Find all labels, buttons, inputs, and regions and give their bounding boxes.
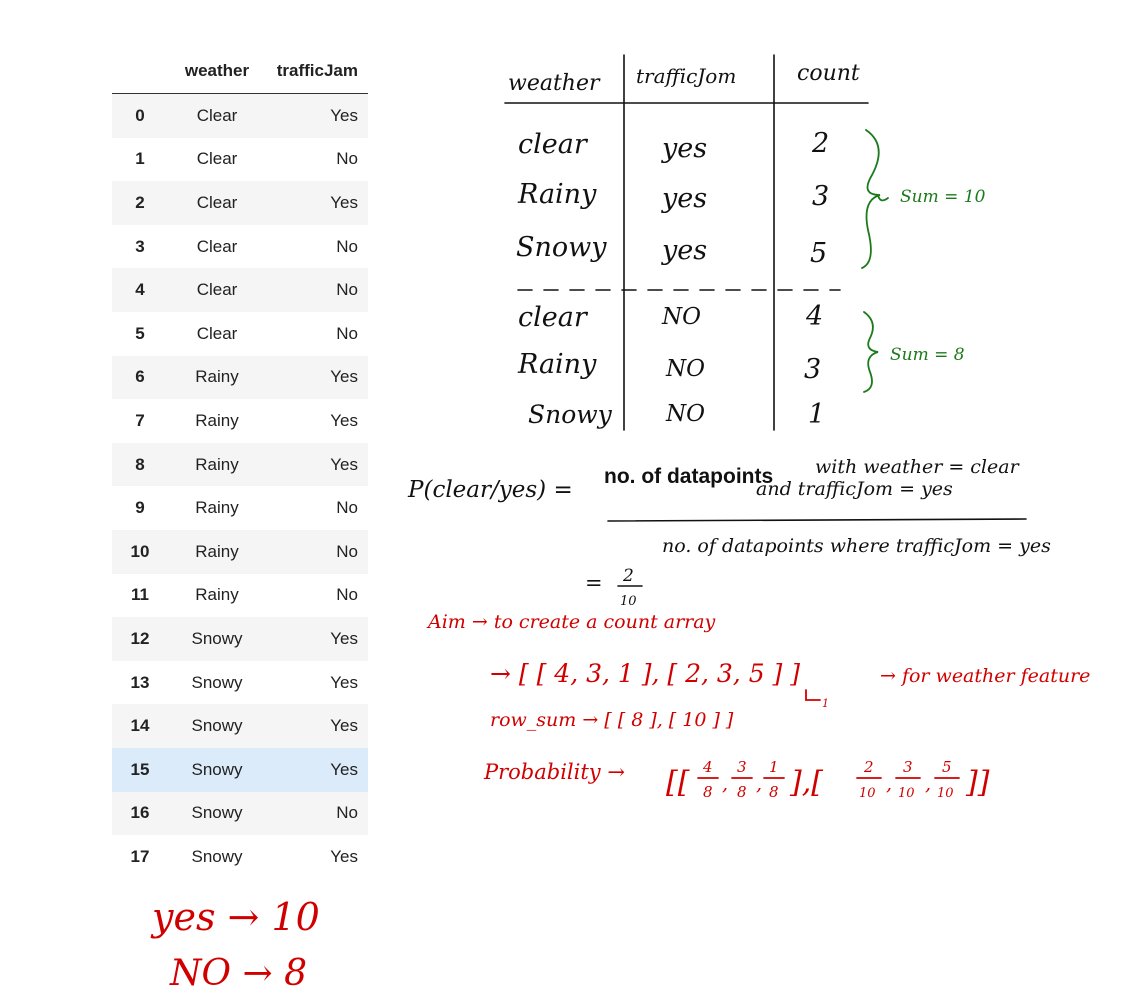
count-cell: 3 — [804, 354, 822, 385]
formula-lhs: P(clear/yes) = — [408, 477, 573, 503]
row-index: 4 — [135, 280, 145, 300]
prob-yes-num: 2 — [864, 758, 874, 776]
bracket: [[ — [666, 765, 690, 800]
prob-no-num: 4 — [703, 758, 713, 776]
count-cell: 4 — [806, 301, 824, 332]
count-header-count: count — [797, 61, 860, 86]
row-index: 10 — [130, 541, 150, 561]
prob-yes-num: 3 — [903, 758, 913, 776]
trafficjam-cell: No — [336, 803, 358, 823]
row-index: 6 — [135, 367, 145, 387]
row-index: 9 — [135, 498, 145, 518]
weather-cell: Snowy — [191, 672, 243, 692]
prob-no-num: 1 — [769, 758, 779, 776]
trafficjam-cell: Yes — [330, 846, 358, 866]
trafficjam-cell: Yes — [330, 367, 358, 387]
weather-cell: Snowy — [191, 803, 243, 823]
weather-cell: Rainy — [195, 454, 239, 474]
weather-cell: Rainy — [195, 541, 239, 561]
count-array: → [ [ 4, 3, 1 ], [ 2, 3, 5 ] ] — [490, 659, 800, 688]
count-cell: clear — [518, 129, 587, 160]
fraction-bar — [608, 519, 1026, 521]
row-index: 17 — [130, 846, 150, 866]
count-no-rows — [517, 301, 825, 430]
no-sum-label: Sum = 8 — [890, 345, 965, 365]
count-yes-rows — [516, 128, 829, 269]
trafficjam-cell: Yes — [330, 192, 358, 212]
weather-cell: Clear — [196, 236, 238, 256]
row-sum: row_sum → [ [ 8 ], [ 10 ] ] — [490, 709, 734, 731]
formula-numerator-line2: and trafficJom = yes — [756, 478, 953, 500]
probability-label: Probability → — [484, 760, 625, 784]
prob-no-den: 8 — [703, 783, 713, 801]
result-numerator: 2 — [623, 566, 634, 586]
trafficjam-cell: No — [336, 323, 358, 343]
trafficjam-cell: No — [336, 585, 358, 605]
trafficjam-cell: No — [336, 541, 358, 561]
weather-cell: Snowy — [191, 759, 243, 779]
probability-formula — [407, 456, 1051, 609]
weather-cell: Clear — [196, 280, 238, 300]
total-no: NO → 8 — [170, 953, 307, 994]
count-header-weather: weather — [508, 71, 600, 96]
formula-numerator-rest: with weather = clear — [815, 456, 1019, 478]
count-cell: 1 — [808, 399, 826, 430]
weather-header: weather — [184, 60, 250, 80]
trafficjam-cell: Yes — [330, 628, 358, 648]
count-array-note: → for weather feature — [880, 665, 1091, 687]
prob-no-den: 8 — [737, 783, 747, 801]
row-index: 14 — [130, 716, 150, 736]
trafficjam-cell: Yes — [330, 410, 358, 430]
count-cell: Rainy — [518, 349, 597, 380]
row-index: 2 — [135, 192, 145, 212]
weather-cell: Snowy — [191, 716, 243, 736]
yes-sum-label: Sum = 10 — [900, 187, 986, 207]
prob-yes-num: 5 — [942, 758, 952, 776]
count-cell: 5 — [810, 238, 828, 269]
trafficjam-cell: Yes — [330, 759, 358, 779]
count-cell: yes — [662, 183, 708, 214]
weather-cell: Clear — [196, 149, 238, 169]
aim-section — [426, 611, 1090, 801]
trafficjam-cell: No — [336, 498, 358, 518]
trafficjam-cell: No — [336, 149, 358, 169]
row-index: 0 — [135, 105, 145, 125]
count-cell: 2 — [812, 128, 830, 159]
weather-cell: Rainy — [195, 410, 239, 430]
trafficjam-cell: Yes — [330, 454, 358, 474]
count-header-trafficjom: trafficJom — [636, 64, 737, 88]
result-equals: = — [585, 571, 603, 595]
prob-no-num: 3 — [737, 758, 747, 776]
trafficjam-cell: Yes — [330, 672, 358, 692]
count-cell: Rainy — [518, 179, 597, 210]
count-cell: yes — [662, 235, 708, 266]
count-cell: NO — [662, 304, 701, 330]
count-cell: yes — [662, 133, 708, 164]
bracket: ],[ — [790, 765, 823, 800]
bracket: ]] — [966, 765, 990, 800]
separator: , — [756, 773, 763, 795]
axis-arrow — [806, 690, 820, 700]
yes-sum-brace — [862, 130, 880, 268]
trafficjam-header: trafficJam — [276, 60, 358, 80]
formula-denominator: no. of datapoints where trafficJom = yes — [662, 535, 1051, 557]
total-yes: yes → 10 — [152, 895, 320, 939]
trafficjam-cell: No — [336, 280, 358, 300]
row-index: 11 — [131, 585, 149, 605]
weather-cell: Snowy — [191, 846, 243, 866]
aim-line: Aim → to create a count array — [428, 611, 716, 633]
count-cell: NO — [666, 401, 705, 427]
count-cell: Snowy — [516, 232, 607, 263]
no-sum-brace — [864, 312, 878, 392]
row-index: 1 — [135, 149, 145, 169]
row-index: 13 — [130, 672, 150, 692]
weather-cell: Rainy — [195, 367, 239, 387]
weather-cell: Rainy — [195, 585, 239, 605]
formula-numerator-bold: no. of datapoints — [604, 465, 774, 488]
trafficjam-cell: No — [336, 236, 358, 256]
separator: , — [722, 773, 729, 795]
count-cell: Snowy — [528, 400, 612, 429]
prob-yes-den: 10 — [859, 786, 876, 801]
row-index: 7 — [135, 410, 145, 430]
row-index: 8 — [135, 454, 145, 474]
prob-no-den: 8 — [769, 783, 779, 801]
weather-cell: Clear — [196, 323, 238, 343]
count-cell: 3 — [812, 181, 830, 212]
axis-note: 1 — [822, 697, 829, 710]
separator: , — [925, 773, 932, 795]
row-index: 16 — [130, 803, 150, 823]
weather-cell: Rainy — [195, 498, 239, 518]
count-cell: NO — [666, 356, 705, 382]
weather-cell: Clear — [196, 105, 238, 125]
row-index: 3 — [135, 236, 145, 256]
row-index: 5 — [135, 323, 145, 343]
separator: , — [886, 773, 893, 795]
trafficjam-cell: Yes — [330, 105, 358, 125]
prob-yes-den: 10 — [898, 786, 915, 801]
count-cell: clear — [518, 302, 587, 333]
weather-cell: Snowy — [191, 628, 243, 648]
weather-cell: Clear — [196, 192, 238, 212]
result-denominator: 10 — [620, 594, 637, 609]
row-index: 12 — [130, 628, 150, 648]
trafficjam-cell: Yes — [330, 716, 358, 736]
prob-yes-den: 10 — [937, 786, 954, 801]
row-index: 15 — [130, 759, 150, 779]
